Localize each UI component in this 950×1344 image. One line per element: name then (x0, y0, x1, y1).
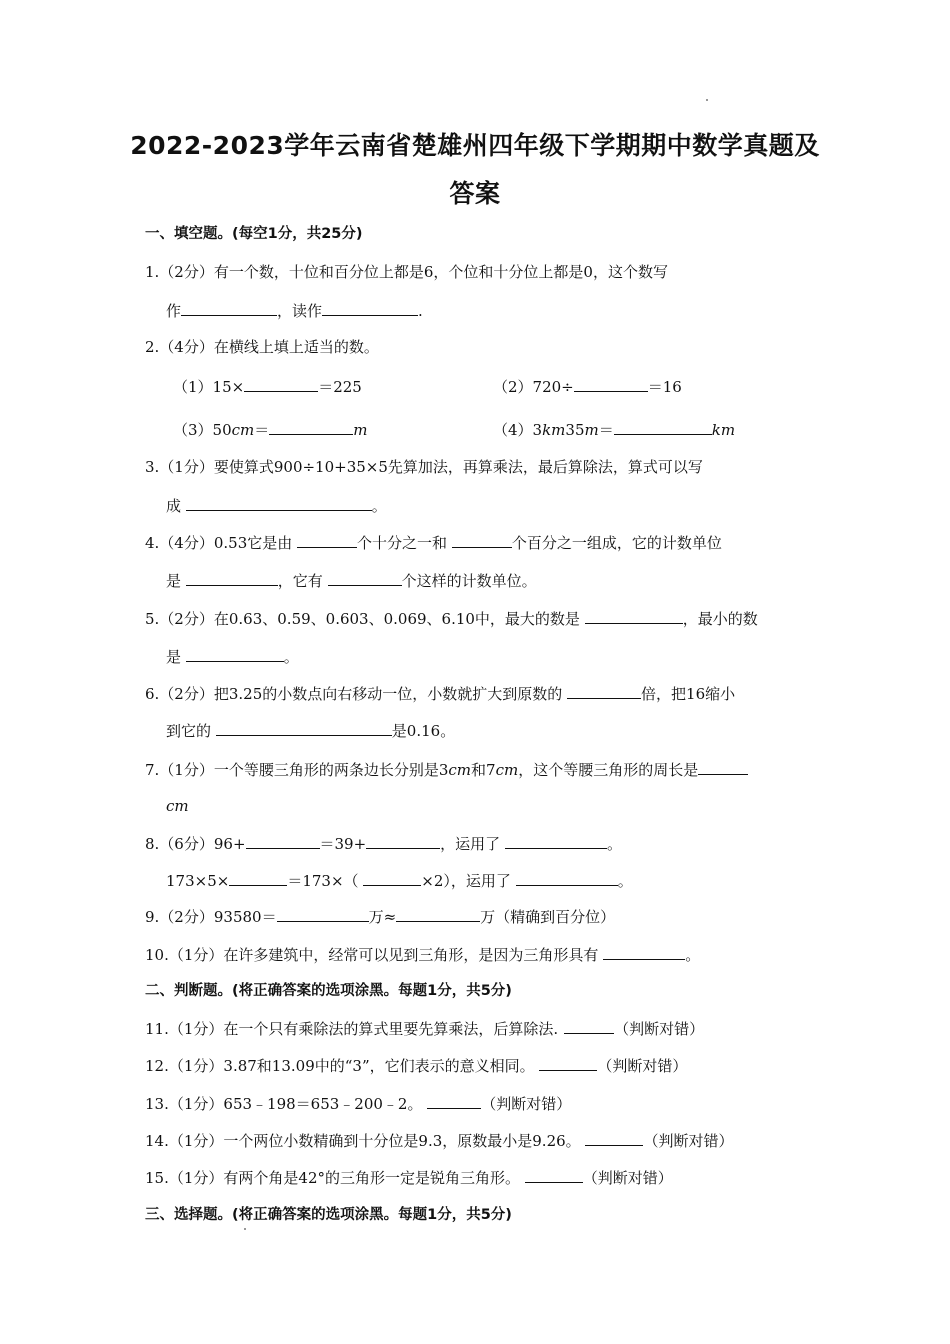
question-3-line2: 成 。 (166, 497, 387, 515)
question-15: 15.（1分）有两个角是42°的三角形一定是锐角三角形。 （判断对错） (145, 1169, 673, 1187)
question-2-part2: （2）720÷ ＝16 (493, 378, 682, 396)
question-1-line2: 作 ，读作 . (166, 302, 423, 320)
answer-blank[interactable] (452, 532, 512, 548)
question-2-part3: （3）50cm＝ m (173, 421, 368, 439)
section-1-heading: 一、填空题。(每空1分，共25分) (145, 226, 363, 242)
question-4-line1: 4.（4分）0.53它是由 个十分之一和 个百分之一组成，它的计数单位 (145, 534, 722, 552)
answer-blank[interactable] (585, 608, 683, 624)
question-9: 9.（2分）93580＝ 万≈ 万（精确到百分位） (145, 908, 616, 926)
answer-blank[interactable] (328, 570, 402, 586)
answer-blank[interactable] (216, 720, 392, 736)
answer-blank[interactable] (322, 300, 418, 316)
answer-blank[interactable] (698, 759, 748, 775)
question-6-line2: 到它的 是0.16。 (166, 722, 456, 740)
question-1-line1: 1.（2分）有一个数，十位和百分位上都是6，个位和十分位上都是0，这个数写 (145, 263, 668, 281)
answer-blank[interactable] (366, 833, 440, 849)
answer-blank[interactable] (585, 1130, 643, 1146)
answer-blank[interactable] (574, 376, 648, 392)
answer-blank[interactable] (427, 1093, 481, 1109)
answer-blank[interactable] (186, 570, 278, 586)
question-7-line1: 7.（1分）一个等腰三角形的两条边长分别是3cm和7cm，这个等腰三角形的周长是 (145, 759, 748, 780)
answer-blank[interactable] (539, 1055, 597, 1071)
question-7-unit: cm (166, 797, 189, 815)
section-3-heading: 三、选择题。(将正确答案的选项涂黑。每题1分，共5分) (145, 1207, 512, 1223)
answer-blank[interactable] (186, 646, 284, 662)
answer-blank[interactable] (614, 419, 712, 435)
answer-blank[interactable] (564, 1018, 614, 1034)
page-title-line1: 2022-2023学年云南省楚雄州四年级下学期期中数学真题及 (130, 131, 820, 160)
answer-blank[interactable] (269, 419, 353, 435)
question-11: 11.（1分）在一个只有乘除法的算式里要先算乘法，后算除法. （判断对错） (145, 1020, 705, 1038)
answer-blank[interactable] (229, 870, 287, 886)
answer-blank[interactable] (297, 532, 357, 548)
question-10: 10.（1分）在许多建筑中，经常可以见到三角形，是因为三角形具有 。 (145, 946, 701, 964)
answer-blank[interactable] (246, 833, 320, 849)
question-2-part4: （4）3km35m＝ km (493, 421, 736, 439)
scan-speck (706, 99, 708, 101)
answer-blank[interactable] (603, 944, 685, 960)
page-title-line2: 答案 (449, 179, 501, 208)
answer-blank[interactable] (186, 495, 372, 511)
question-14: 14.（1分）一个两位小数精确到十分位是9.3，原数最小是9.26。 （判断对错） (145, 1132, 734, 1150)
question-13: 13.（1分）653﹣198＝653﹣200﹣2。 （判断对错） (145, 1095, 572, 1113)
answer-blank[interactable] (505, 833, 607, 849)
scan-speck (244, 1228, 246, 1230)
question-4-line2: 是 ，它有 个这样的计数单位。 (166, 572, 537, 590)
question-2-heading: 2.（4分）在横线上填上适当的数。 (145, 338, 379, 356)
answer-blank[interactable] (516, 870, 618, 886)
question-8-line2: 173×5× ＝173×（ ×2），运用了 。 (166, 872, 633, 890)
question-8-line1: 8.（6分）96+ ＝39+ ，运用了 。 (145, 835, 622, 853)
question-3-line1: 3.（1分）要使算式900÷10+35×5先算加法，再算乘法，最后算除法，算式可以写 (145, 458, 703, 476)
answer-blank[interactable] (396, 906, 480, 922)
question-12: 12.（1分）3.87和13.09中的“3”，它们表示的意义相同。 （判断对错） (145, 1057, 688, 1075)
answer-blank[interactable] (244, 376, 318, 392)
answer-blank[interactable] (277, 906, 369, 922)
question-2-part1: （1）15× ＝225 (173, 378, 362, 396)
answer-blank[interactable] (181, 300, 277, 316)
question-5-line2: 是 。 (166, 648, 299, 666)
answer-blank[interactable] (525, 1167, 583, 1183)
question-6-line1: 6.（2分）把3.25的小数点向右移动一位，小数就扩大到原数的 倍，把16缩小 (145, 685, 736, 703)
answer-blank[interactable] (567, 683, 641, 699)
section-2-heading: 二、判断题。(将正确答案的选项涂黑。每题1分，共5分) (145, 983, 512, 999)
question-5-line1: 5.（2分）在0.63、0.59、0.603、0.069、6.10中，最大的数是 ，最小的数 (145, 610, 758, 628)
answer-blank[interactable] (363, 870, 421, 886)
